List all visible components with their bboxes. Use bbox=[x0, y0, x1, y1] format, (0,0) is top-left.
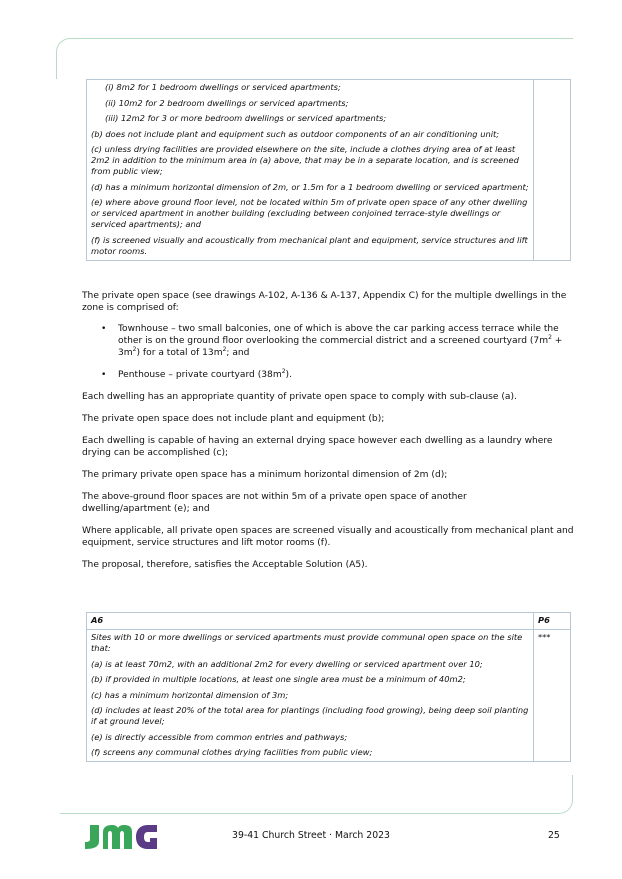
requirement-item: (e) is directly accessible from common entries and pathways; bbox=[91, 731, 348, 742]
performance-mark: *** bbox=[538, 632, 551, 642]
assessment-text bbox=[82, 290, 574, 571]
paragraph: The above-ground floor spaces are not within 5m of a private open space of another dwelling/apartment (e); and bbox=[82, 492, 467, 514]
requirements-cell bbox=[87, 630, 534, 762]
table-header-a6: A6 bbox=[87, 613, 534, 630]
requirement-item: (ii) 10m2 for 2 bedroom dwellings or serviced apartments; bbox=[105, 97, 349, 108]
paragraph: The private open space does not include plant and equipment (b); bbox=[82, 414, 385, 424]
performance-cell bbox=[534, 80, 571, 261]
requirement-item: (f) is screened visually and acoustically from mechanical plant and equipment, service structures and lift motor rooms. bbox=[91, 234, 528, 256]
bottom-decorative-rule bbox=[60, 775, 573, 814]
dwelling-list bbox=[82, 323, 574, 381]
top-decorative-rule bbox=[56, 38, 573, 79]
paragraph: Each dwelling has an appropriate quantity of private open space to comply with sub-clause (a). bbox=[82, 392, 517, 402]
requirement-item: Sites with 10 or more dwellings or serviced apartments must provide communal open space on the site that: bbox=[91, 632, 523, 653]
requirements-cell bbox=[87, 80, 534, 261]
intro-paragraph: The private open space (see drawings A-102, A-136 & A-137, Appendix C) for the multiple dwellings in the zone is comprised of: bbox=[82, 291, 567, 313]
page-number: 25 bbox=[548, 830, 560, 841]
footer-text: 39-41 Church Street · March 2023 bbox=[232, 830, 390, 841]
requirement-item: (a) is at least 70m2, with an additional 2m2 for every dwelling or serviced apartment over 10; bbox=[91, 658, 483, 669]
table-header-p6: P6 bbox=[534, 613, 571, 630]
paragraph: The primary private open space has a minimum horizontal dimension of 2m (d); bbox=[82, 470, 448, 480]
bullet-icon: • bbox=[101, 370, 107, 380]
requirement-item: (d) includes at least 20% of the total area for plantings (including food growing), being deep soil planting if at ground level; bbox=[91, 705, 529, 726]
requirement-item: (iii) 12m2 for 3 or more bedroom dwellings or serviced apartments; bbox=[105, 113, 387, 123]
requirements-table-a6 bbox=[86, 612, 571, 762]
requirement-item: (b) does not include plant and equipment such as outdoor components of an air conditioning unit; bbox=[91, 128, 500, 139]
paragraph: Where applicable, all private open spaces are screened visually and acoustically from mechanical plant and equipment, service structures and lift motor rooms (f). bbox=[82, 526, 574, 548]
performance-cell bbox=[534, 630, 571, 762]
requirement-item: (d) has a minimum horizontal dimension of 2m, or 1.5m for a 1 bedroom dwelling or serviced apartment; bbox=[91, 181, 529, 192]
requirement-item: (f) screens any communal clothes drying facilities from public view; bbox=[91, 747, 373, 757]
requirements-table-a5 bbox=[86, 79, 571, 261]
requirement-item: (b) if provided in multiple locations, at least one single area must be a minimum of 40m2; bbox=[91, 674, 466, 684]
list-item-townhouse: • Townhouse – two small balconies, one of which is above the car parking access terrace while the other is on the ground floor overlooking the commercial district and a screened courtyard $(7m^2 + 3m^2)$ for a total of $13m^2$; and bbox=[101, 324, 563, 358]
requirement-item: (e) where above ground floor level, not be located within 5m of private open space of any other dwelling or serviced apartment in another building (excluding between conjoined terrace-style dwellings or serviced apartments); and bbox=[91, 197, 528, 229]
paragraph: The proposal, therefore, satisfies the Acceptable Solution (A5). bbox=[82, 560, 368, 570]
requirement-item: (i) 8m2 for 1 bedroom dwellings or serviced apartments; bbox=[105, 82, 341, 92]
requirement-item: (c) unless drying facilities are provided elsewhere on the site, include a clothes drying area of at least 2m2 in addition to the minimum area in (a) above, that may be in a separate location, and is screened from public view; bbox=[91, 144, 519, 176]
requirement-item: (c) has a minimum horizontal dimension of 3m; bbox=[91, 689, 289, 700]
bullet-icon: • bbox=[101, 324, 107, 334]
paragraph: Each dwelling is capable of having an external drying space however each dwelling as a laundry where drying can be accomplished (c); bbox=[82, 436, 553, 458]
list-item-penthouse: • Penthouse – private courtyard $(38m^2)$. bbox=[101, 367, 292, 380]
